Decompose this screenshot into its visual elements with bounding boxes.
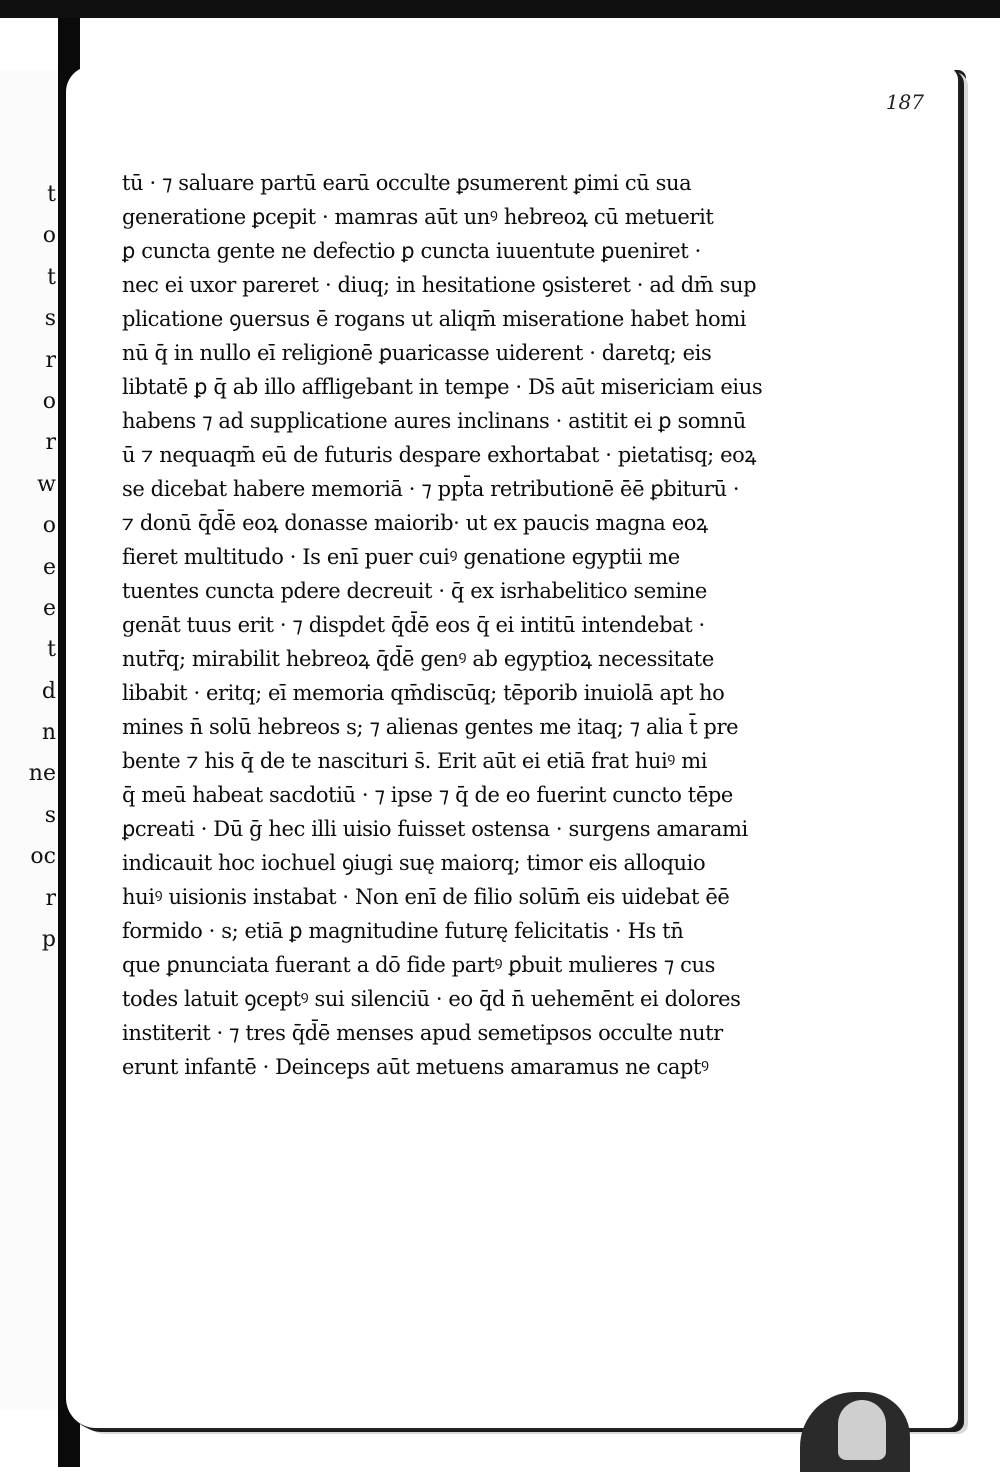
fragment: r [45, 885, 56, 911]
text-line: ꝑcreati · Dū ḡ hec illi uisio fuisset ostensa · surgens amarami [122, 817, 748, 841]
fragment: t [47, 264, 56, 290]
text-line: nū q̄ in nullo eī religionē ꝑuaricasse uiderent · daretq; eis [122, 341, 712, 365]
text-line: tū · ⁊ saluare partū earū occulte ꝑsumerent ꝑimi cū sua [122, 171, 692, 195]
fragment: r [45, 347, 56, 373]
text-line: bente ⁊ his q̄ de te nascituri s̄. Erit aūt ei etiā frat huiꝰ mi [122, 749, 708, 773]
fragment: e [42, 595, 56, 621]
fragment: t [47, 182, 56, 207]
scan-top-border [0, 0, 1000, 18]
facing-page-edge [0, 70, 60, 1410]
text-line: nutr̄q; mirabilit hebreoꝝ q̄d̄ē genꝰ ab egyptioꝝ necessitate [122, 647, 714, 671]
text-line: libtatē ꝑ q̄ ab illo affligebant in tempe · Ds̄ aūt misericiam eius [122, 375, 763, 399]
fragment: w [37, 471, 56, 497]
text-line: institerit · ⁊ tres q̄d̄ē menses apud semetipsos occulte nutr [122, 1021, 723, 1045]
text-line: genāt tuus erit · ⁊ dispdet q̄d̄ē eos q̄ ei intitū intendebat · [122, 613, 705, 637]
facing-page-text-fragments [29, 180, 56, 966]
text-line: mines n̄ solū hebreos s; ⁊ alienas gentes me itaq; ⁊ alia t̄ pre [122, 715, 739, 739]
fragment: r [45, 430, 56, 456]
fragment: ne [28, 761, 56, 787]
text-line: que ꝑnunciata fuerant a dō fide partꝰ ꝑbuit mulieres ⁊ cus [122, 953, 715, 977]
text-line: huiꝰ uisionis instabat · Non enī de filio solūm̄ eis uidebat ēē [122, 885, 730, 909]
fragment: e [42, 554, 56, 580]
fragment: oc [30, 844, 56, 870]
text-line: generatione ꝑcepit · mamras aūt unꝰ hebreoꝝ cū metuerit [122, 205, 714, 229]
fragment: o [42, 388, 56, 414]
text-line: ⁊ donū q̄d̄ē eoꝝ donasse maiorib· ut ex paucis magna eoꝝ [122, 511, 708, 535]
text-line: todes latuit ꝯceptꝰ sui silenciū · eo q̄d n̄ uehemēnt ei dolores [122, 987, 741, 1011]
fragment: o [42, 223, 56, 249]
manuscript-page [66, 66, 958, 1428]
text-line: formido · s; etiā ꝑ magnitudine futurę felicitatis · Hs tn̄ [122, 919, 684, 943]
fragment: n [41, 720, 56, 746]
fragment: d [41, 678, 56, 704]
text-line: nec ei uxor pareret · diuq; in hesitatione ꝯsisteret · ad dm̄ sup [122, 273, 757, 297]
text-line: se dicebat habere memoriā · ⁊ ppt̄a retributionē ēē ꝑbiturū · [122, 477, 740, 501]
text-line: q̄ meū habeat sacdotiū · ⁊ ipse ⁊ q̄ de eo fuerint cuncto tēpe [122, 783, 733, 807]
folio-number: 187 [885, 90, 924, 114]
text-line: erunt infantē · Deinceps aūt metuens amaramus ne captꝰ [122, 1055, 709, 1079]
text-line: fieret multitudo · Is enī puer cuiꝰ genatione egyptii me [122, 545, 680, 569]
text-column [122, 166, 822, 1084]
text-line: plicatione ꝯuersus ē rogans ut aliqm̄ miseratione habet homi [122, 307, 747, 331]
text-line: habens ⁊ ad supplicatione aures inclinans · astitit ei ꝑ somnū [122, 409, 746, 433]
text-line: libabit · eritq; eī memoria qm̄discūq; tēporib inuiolā apt ho [122, 681, 725, 705]
thumbnail-highlight [838, 1400, 886, 1460]
fragment: s [44, 306, 56, 332]
fragment: s [44, 802, 56, 828]
text-line: tuentes cuncta pdere decreuit · q̄ ex isrhabelitico semine [122, 579, 707, 603]
text-line: indicauit hoc iochuel ꝯiugi suę maiorq; timor eis alloquio [122, 851, 706, 875]
fragment: p [41, 927, 56, 953]
text-line: ū ⁊ nequaqm̄ eū de futuris despare exhortabat · pietatisq; eoꝝ [122, 443, 757, 467]
fragment: t [47, 637, 56, 663]
fragment: o [42, 513, 56, 539]
text-line: ꝑ cuncta gente ne defectio ꝑ cuncta iuuentute ꝑueniret · [122, 239, 701, 263]
